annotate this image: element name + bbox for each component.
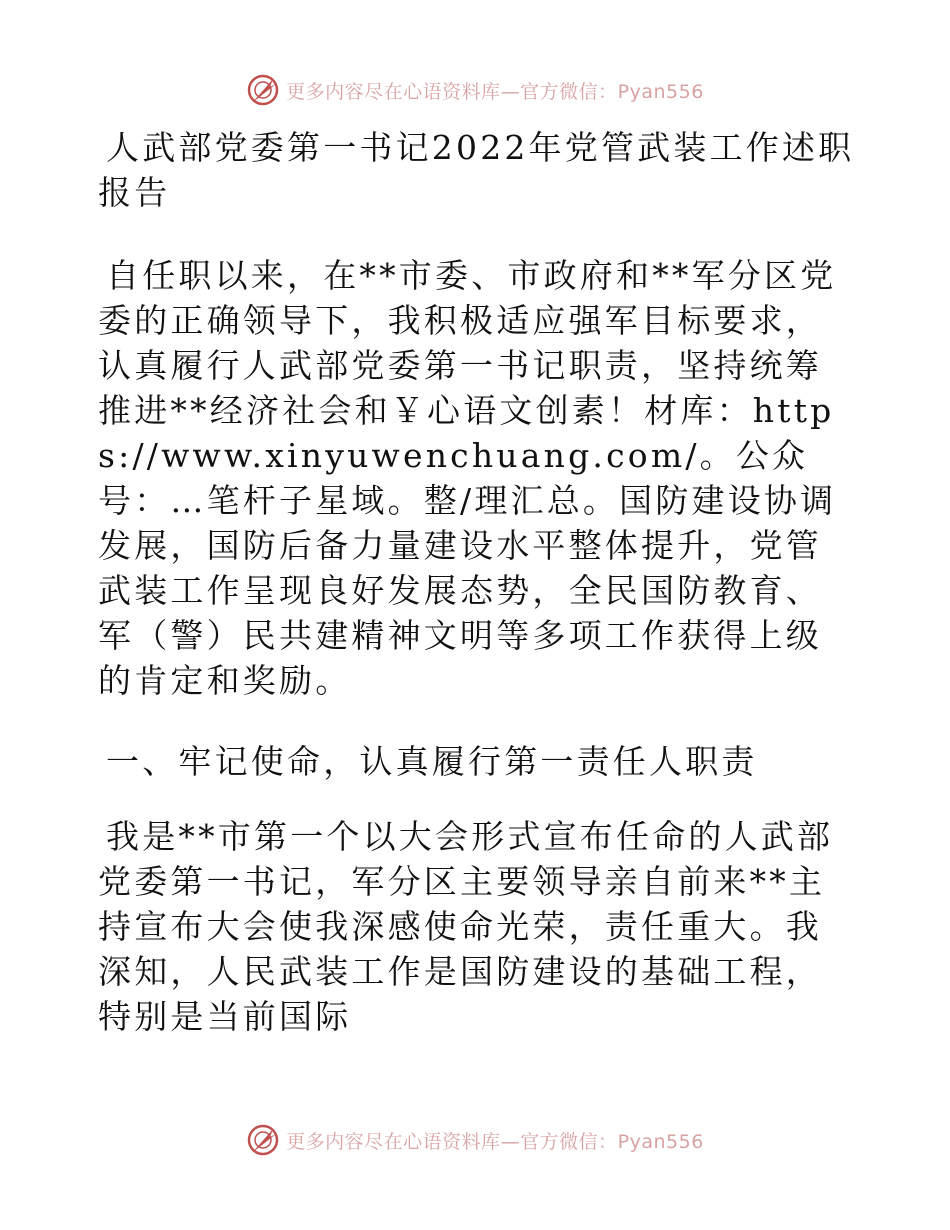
section-1-paragraph: 我是**市第一个以大会形式宣布任命的人武部党委第一书记，军分区主要领导亲自前来**主持宣布大会使我深感使命光荣，责任重大。我深知，人民武装工作是国防建设的基础工程，特别是当前国际 <box>98 817 834 1036</box>
watermark-text: 更多内容尽在心语资料库—官方微信：Pyan556 <box>286 80 704 103</box>
quill-logo-icon <box>246 1123 280 1157</box>
intro-paragraph: 自任职以来，在**市委、市政府和**军分区党委的正确领导下，我积极适应强军目标要求，认真履行人武部党委第一书记职责，坚持统筹推进**经济社会和￥心语文创素！材库：https://www.xinyuwenchuang.com/。公众号：…笔杆子星域。整/理汇总。国防建设协调发展，国防后备力量建设水平整体提升，党管武装工作呈现良好发展态势，全民国防教育、军（警）民共建精神文明等多项工作获得上级的肯定和奖励。 <box>98 256 837 700</box>
section-1-heading: 一、牢记使命，认真履行第一责任人职责 <box>106 742 758 781</box>
quill-logo-icon <box>246 73 280 107</box>
footer-watermark <box>0 1120 950 1160</box>
watermark-text: 更多内容尽在心语资料库—官方微信：Pyan556 <box>286 1130 704 1153</box>
header-watermark <box>0 70 950 110</box>
document-title: 人武部党委第一书记2022年党管武装工作述职报告 <box>98 128 855 212</box>
document-body <box>98 125 858 1075</box>
